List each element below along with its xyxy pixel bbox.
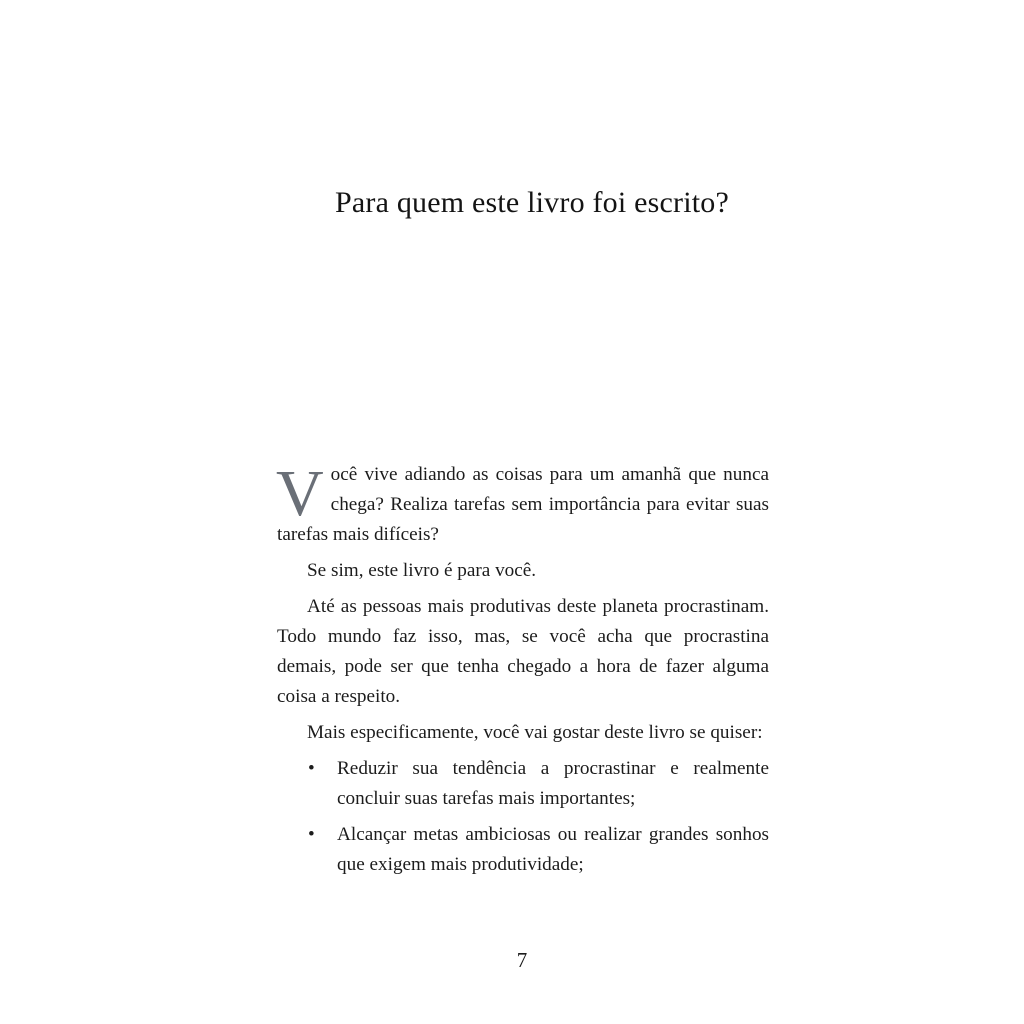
page-title: Para quem este livro foi escrito? [335,186,729,219]
page-number: 7 [516,948,528,972]
intro-text: ocê vive adiando as coisas para um amanhã que nunca chega? Realiza tarefas sem importância para evitar suas tarefas mais difíceis? [277,464,769,545]
list-item-text: Alcançar metas ambiciosas ou realizar grandes sonhos que exigem mais produtividade; [337,824,769,875]
intro-paragraph [276,457,769,550]
paragraph: Mais especificamente, você vai gostar deste livro se quiser: [307,722,763,743]
bullet-icon: • [308,758,315,779]
bullet-list [277,754,769,880]
list-item [277,820,769,880]
bullet-icon: • [308,824,315,845]
paragraph: Se sim, este livro é para você. [307,560,537,581]
list-item [277,754,769,814]
paragraph: Até as pessoas mais produtivas deste planeta procrastinam. Todo mundo faz isso, mas, se você acha que procrastina demais, pode ser que tenha chegado a hora de fazer alguma coisa a respeito. [277,596,769,707]
drop-cap: V [276,457,324,530]
list-item-text: Reduzir sua tendência a procrastinar e realmente concluir suas tarefas mais importantes; [337,758,769,809]
body-text [276,457,769,886]
